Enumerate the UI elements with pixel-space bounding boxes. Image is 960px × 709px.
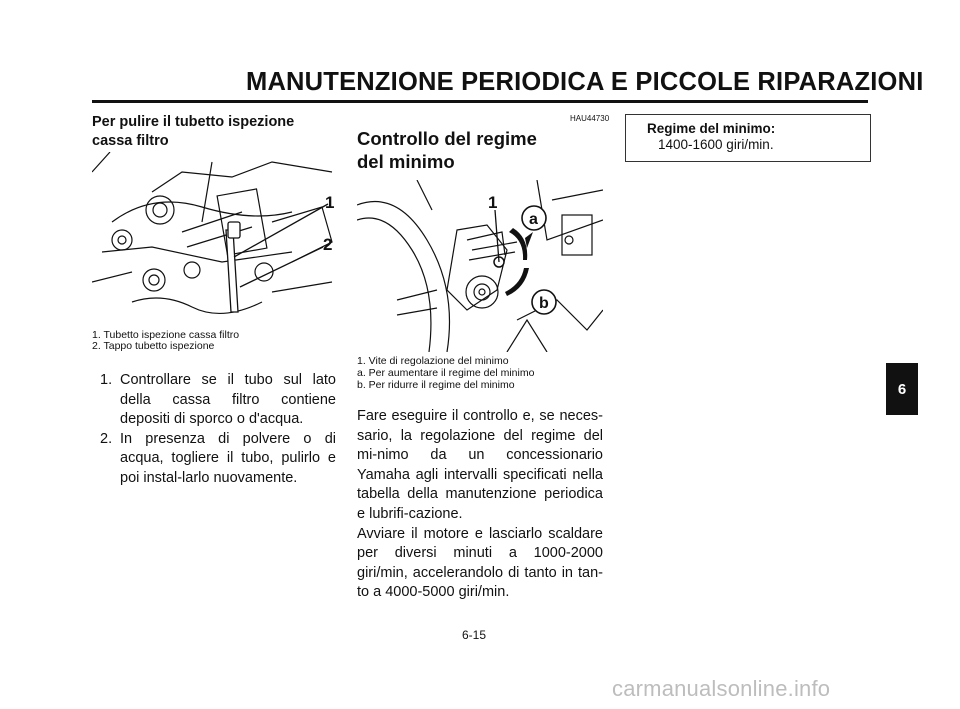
middle-figure-caption-1: 1. Vite di regolazione del minimo	[357, 355, 509, 367]
body-paragraph: Fare eseguire il controllo e, se neces-sario, la regolazione del regime del mi-nimo da un concessionario Yamaha agli intervalli specificati nella tabella della manutenzione periodica e lubrifi-cazione.	[357, 408, 603, 522]
page-number: 6-15	[462, 628, 487, 642]
section-code: HAU44730	[570, 114, 610, 123]
step-item	[100, 430, 336, 489]
middle-figure-caption-a: a. Per aumentare il regime del minimo	[357, 367, 535, 379]
left-figure-caption-1: 1. Tubetto ispezione cassa filtro	[92, 329, 240, 341]
air-filter-drain-figure	[92, 152, 337, 324]
page-header-title: MANUTENZIONE PERIODICA E PICCOLE RIPARAZIONI	[246, 68, 924, 96]
left-figure-caption-2: 2. Tappo tubetto ispezione	[92, 340, 215, 352]
header-rule	[92, 100, 868, 103]
step-text: Controllare se il tubo sul lato della cassa filtro contiene depositi di sporco o d'acqua.	[120, 372, 336, 428]
middle-figure-caption-b: b. Per ridurre il regime del minimo	[357, 379, 515, 391]
idle-speed-body	[357, 407, 603, 603]
watermark: carmanualsonline.info	[612, 676, 831, 701]
cleaning-steps-list	[100, 371, 336, 489]
chapter-tab: 6	[886, 363, 918, 415]
figure-callout-2: 2	[323, 235, 333, 254]
idle-speed-section-title: Controllo del regime del minimo	[357, 128, 537, 172]
spec-value: 1400-1600 giri/min.	[658, 137, 774, 152]
body-paragraph: Avviare il motore e lasciarlo scaldare per diversi minuti a 1000-2000 giri/min, accelerandolo di tanto in tan-to a 4000-5000 giri/min.	[357, 525, 603, 601]
step-text: In presenza di polvere o di acqua, togliere il tubo, pulirlo e poi instal-larlo nuovamente.	[120, 430, 336, 486]
figure-callout-1: 1	[488, 193, 498, 212]
left-section-title: Per pulire il tubetto ispezione cassa filtro	[92, 114, 295, 149]
step-number: 2.	[100, 430, 113, 447]
idle-speed-figure	[357, 180, 603, 352]
idle-speed-spec-box	[625, 114, 871, 162]
figure-callout-a: a	[529, 211, 538, 228]
spec-label: Regime del minimo:	[647, 121, 776, 136]
figure-callout-1: 1	[325, 193, 335, 212]
figure-callout-b: b	[539, 295, 549, 312]
step-number: 1.	[100, 372, 113, 388]
step-item	[100, 371, 336, 430]
